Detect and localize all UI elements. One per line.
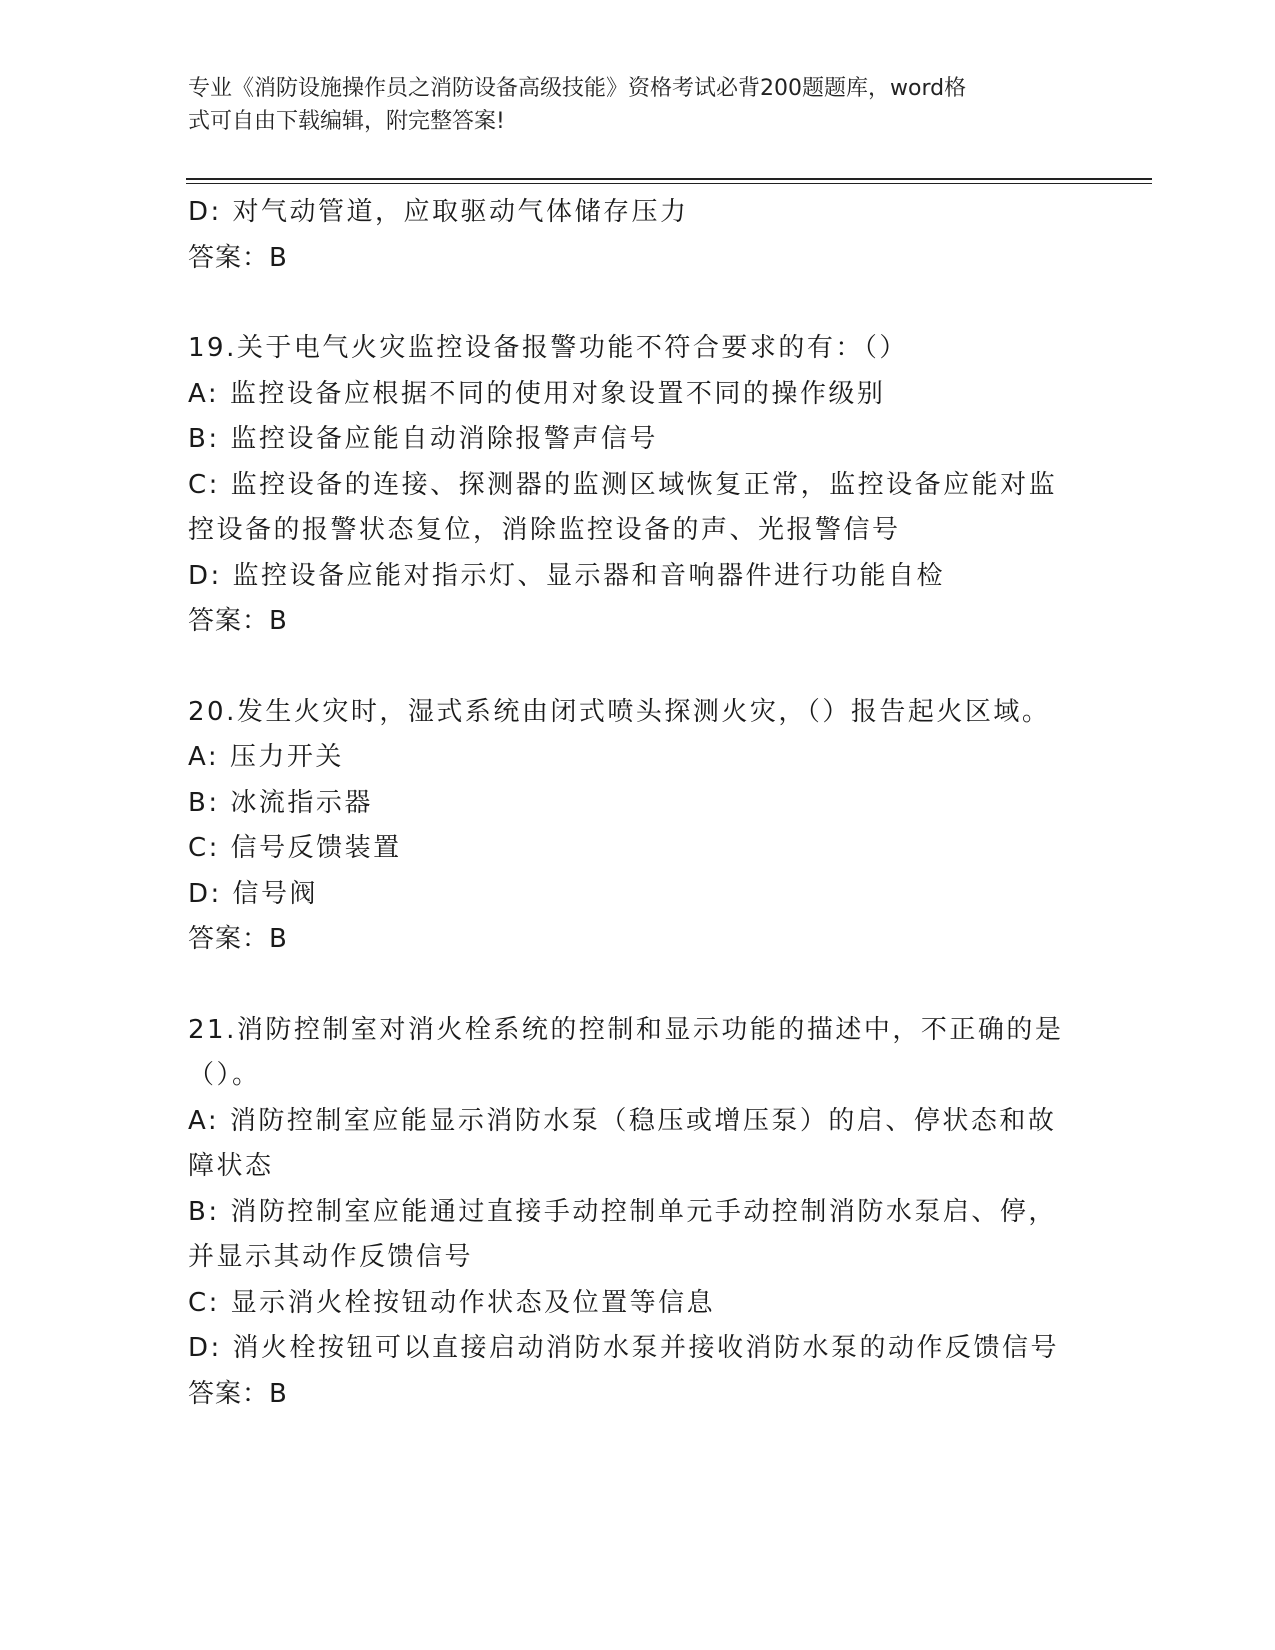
q20-option-a: A: 压力开关 (188, 742, 344, 772)
q19-option-c-line1: C: 监控设备的连接、探测器的监测区域恢复正常，监控设备应能对监 (188, 469, 1058, 500)
q19-answer: 答案：B (188, 606, 288, 636)
q20-option-d: D: 信号阀 (188, 878, 319, 909)
header-divider-thin (186, 183, 1152, 184)
q21-option-b-line2: 并显示其动作反馈信号 (188, 1242, 474, 1272)
question-list (188, 190, 1088, 1417)
q21-stem-line2: （）。 (188, 1060, 261, 1090)
q20-answer: 答案：B (188, 924, 288, 954)
q21-option-a-line1: A: 消防控制室应能显示消防水泵（稳压或增压泵）的启、停状态和故 (188, 1105, 1057, 1136)
q21-option-d: D: 消火栓按钮可以直接启动消防水泵并接收消防水泵的动作反馈信号 (188, 1333, 1060, 1363)
prev-option-d: D: 对气动管道，应取驱动气体储存压力 (188, 197, 689, 227)
q19-stem: 19.关于电气火灾监控设备报警功能不符合要求的有：（） (188, 333, 908, 363)
q21-answer: 答案：B (188, 1378, 288, 1409)
q20-option-c: C: 信号反馈装置 (188, 833, 402, 863)
q19-option-b: B: 监控设备应能自动消除报警声信号 (188, 424, 658, 454)
q21-option-a-line2: 障状态 (188, 1151, 274, 1181)
q20-option-b: B: 冰流指示器 (188, 787, 373, 818)
header-divider (186, 178, 1152, 180)
q21-option-b-line1: B: 消防控制室应能通过直接手动控制单元手动控制消防水泵启、停， (188, 1196, 1057, 1227)
page-header (188, 72, 1068, 138)
header-line-1: 专业《消防设施操作员之消防设备高级技能》资格考试必背200题题库，word格 (188, 76, 967, 101)
prev-answer: 答案：B (188, 242, 288, 273)
header-line-2: 式可自由下载编辑，附完整答案! (188, 109, 505, 134)
q19-option-c-line2: 控设备的报警状态复位，消除监控设备的声、光报警信号 (188, 515, 901, 545)
q19-option-a: A: 监控设备应根据不同的使用对象设置不同的操作级别 (188, 378, 886, 409)
q20-stem: 20.发生火灾时，湿式系统由闭式喷头探测火灾，（）报告起火区域。 (188, 696, 1051, 727)
q19-option-d: D: 监控设备应能对指示灯、显示器和音响器件进行功能自检 (188, 560, 946, 591)
q21-option-c: C: 显示消火栓按钮动作状态及位置等信息 (188, 1287, 716, 1318)
q21-stem-line1: 21.消防控制室对消火栓系统的控制和显示功能的描述中，不正确的是 (188, 1014, 1064, 1045)
